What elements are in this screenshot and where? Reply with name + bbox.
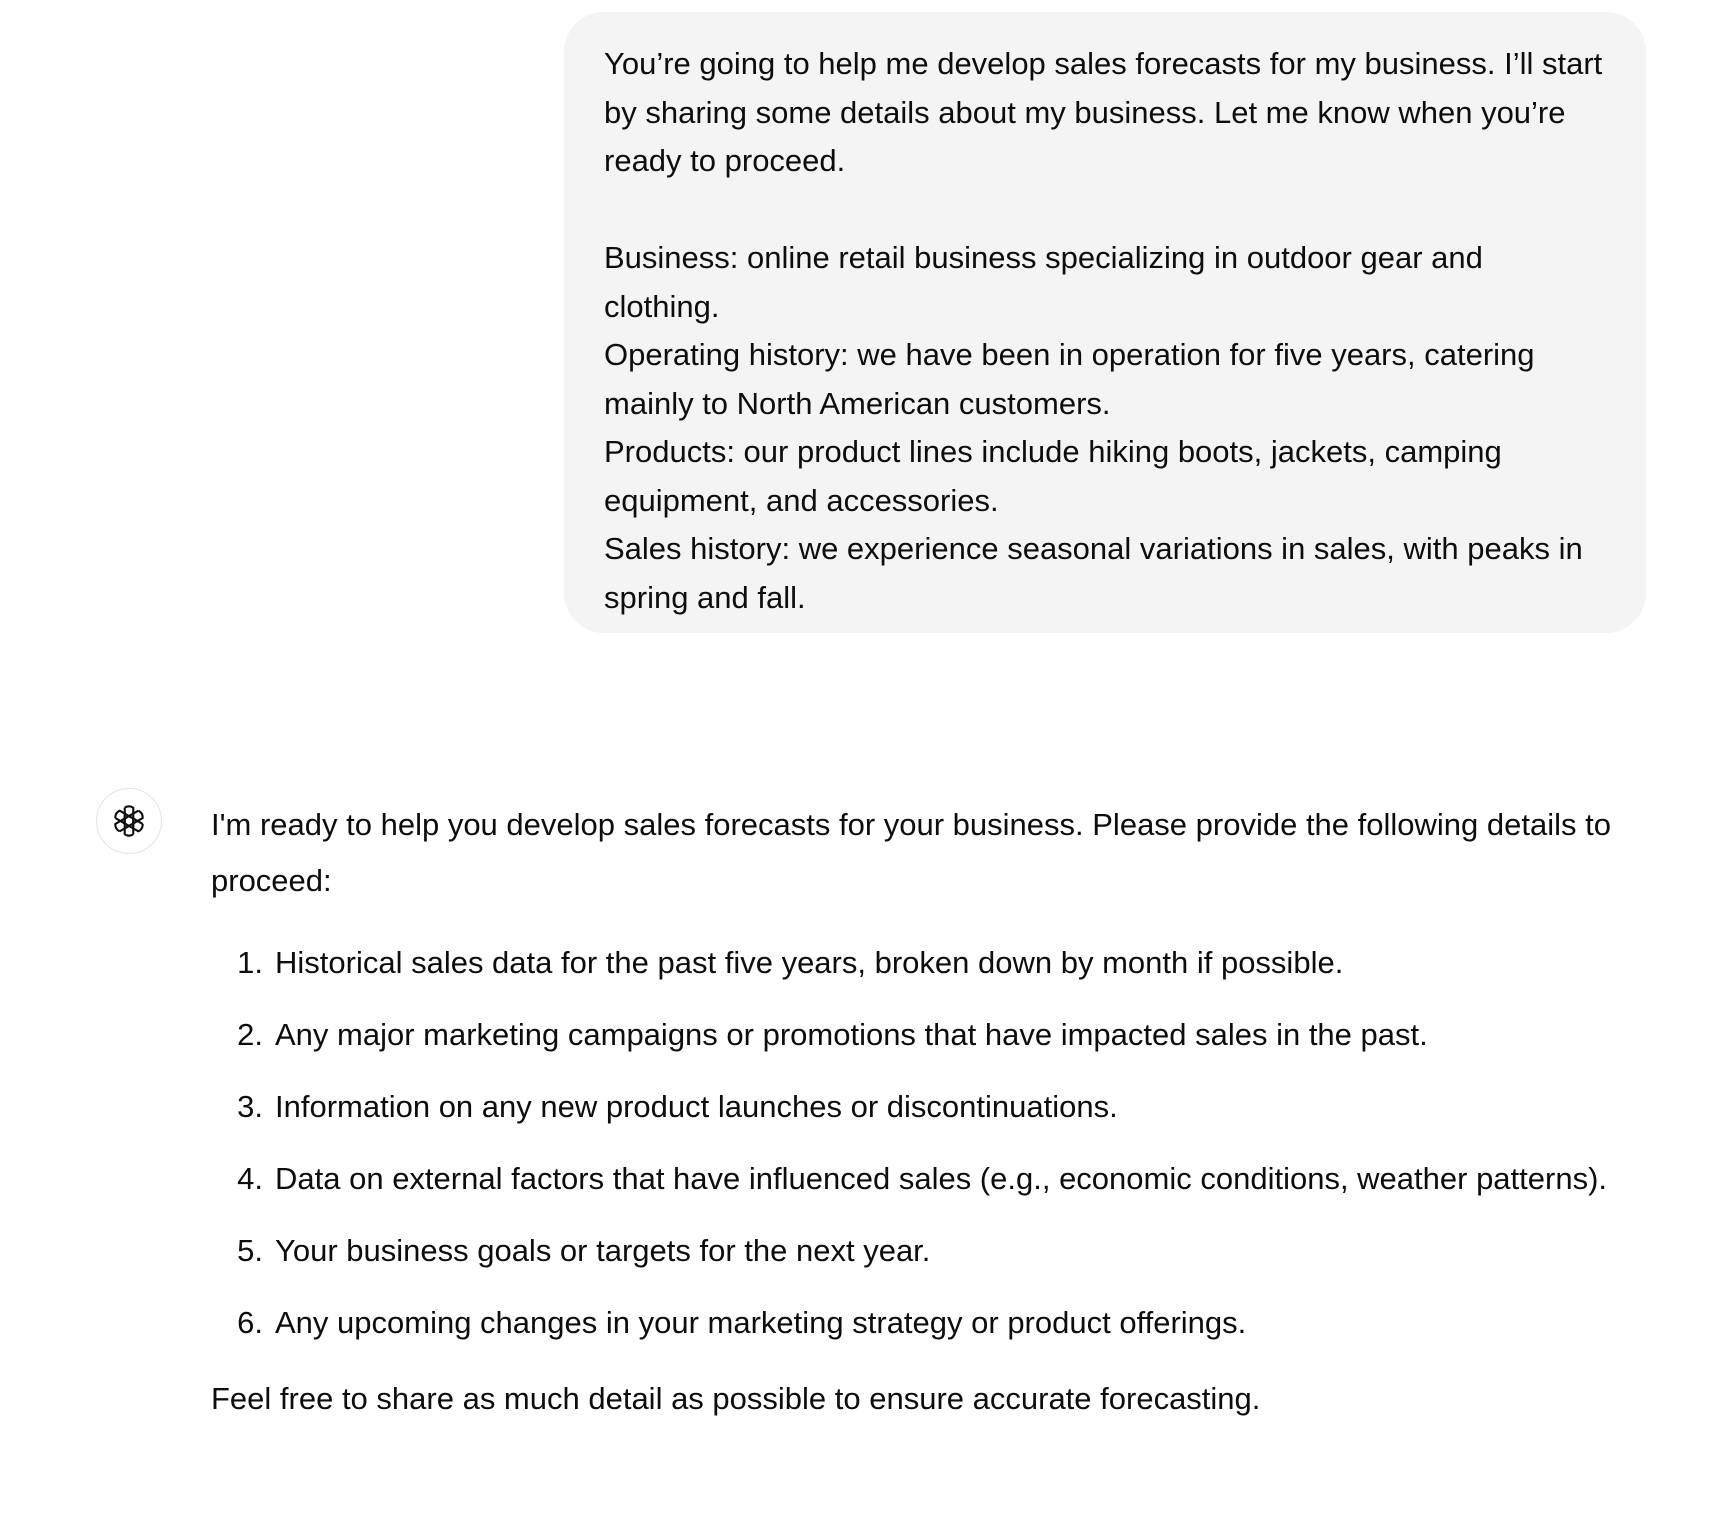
assistant-intro: I'm ready to help you develop sales forecasts for your business. Please provide the following details to proceed: (211, 807, 1611, 898)
list-item-text: Information on any new product launches or discontinuations. (275, 1089, 1118, 1124)
list-item-text: Any upcoming changes in your marketing strategy or product offerings. (275, 1305, 1247, 1340)
list-item (211, 1079, 1611, 1135)
openai-logo-icon (110, 802, 148, 840)
list-item-number: 3. (237, 1089, 263, 1124)
requested-details-list (211, 935, 1611, 1351)
list-item-text: Data on external factors that have influenced sales (e.g., economic conditions, weather patterns). (275, 1161, 1608, 1196)
assistant-closing: Feel free to share as much detail as possible to ensure accurate forecasting. (211, 1381, 1261, 1416)
assistant-message (211, 797, 1611, 1427)
user-message-intro: You’re going to help me develop sales forecasts for my business. I’ll start by sharing some details about my business. Let me know when you’re ready to proceed. (604, 46, 1603, 178)
list-item (211, 1223, 1611, 1279)
list-item-number: 6. (237, 1305, 263, 1340)
user-message-operating-history: Operating history: we have been in operation for five years, catering mainly to North American customers. (604, 337, 1535, 421)
list-item (211, 1295, 1611, 1351)
paragraph-gap (604, 186, 1606, 235)
user-message-bubble (564, 12, 1646, 633)
list-item (211, 935, 1611, 991)
list-item (211, 1151, 1611, 1207)
list-item-text: Historical sales data for the past five years, broken down by month if possible. (275, 945, 1344, 980)
list-item-number: 1. (237, 945, 263, 980)
list-item-number: 2. (237, 1017, 263, 1052)
list-item-number: 5. (237, 1233, 263, 1268)
user-message-business: Business: online retail business specializing in outdoor gear and clothing. (604, 240, 1483, 324)
user-message-products: Products: our product lines include hiking boots, jackets, camping equipment, and accessories. (604, 434, 1502, 518)
user-message-sales-history: Sales history: we experience seasonal variations in sales, with peaks in spring and fall. (604, 531, 1583, 615)
list-item (211, 1007, 1611, 1063)
list-item-text: Your business goals or targets for the next year. (275, 1233, 931, 1268)
list-item-number: 4. (237, 1161, 263, 1196)
assistant-avatar (96, 788, 162, 854)
list-item-text: Any major marketing campaigns or promotions that have impacted sales in the past. (275, 1017, 1428, 1052)
